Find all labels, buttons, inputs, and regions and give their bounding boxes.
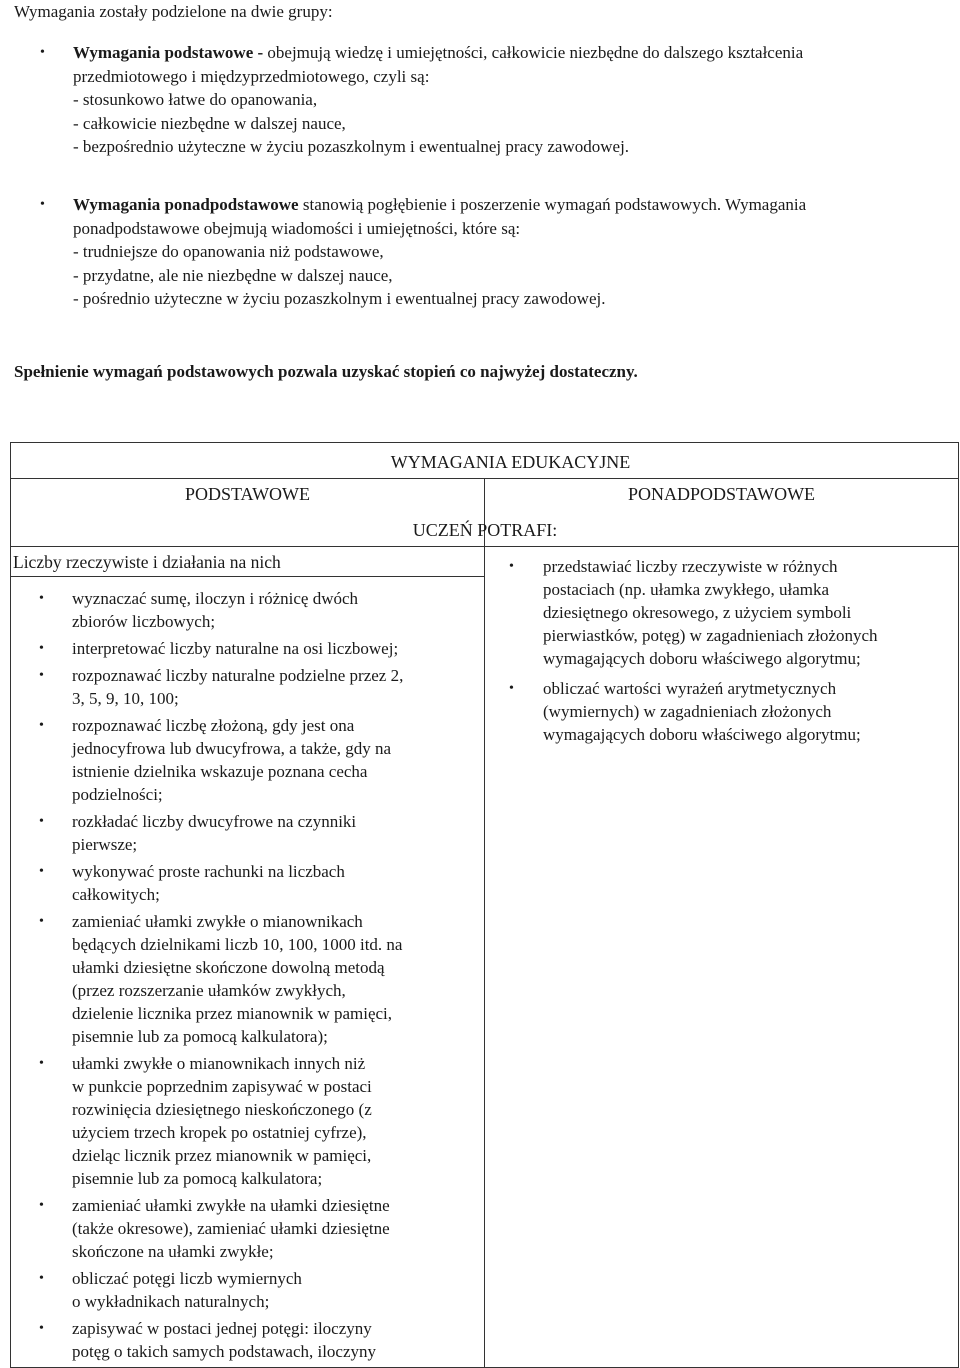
list-item (11, 1267, 484, 1313)
list-item-line: interpretować liczby naturalne na osi liczbowej; (72, 639, 399, 658)
list-item-line: rozkładać liczby dwucyfrowe na czynniki (72, 812, 357, 831)
list-item-line: podzielności; (72, 785, 163, 804)
bullet-icon: • (39, 1321, 44, 1336)
advanced-requirements-block (40, 193, 958, 311)
list-item-line: (także okresowe), zamieniać ułamki dziesiętne (72, 1219, 390, 1238)
bullet-icon: • (39, 1056, 44, 1071)
list-item-line: pierwiastków, potęg) w zagadnieniach złożonych (543, 626, 878, 645)
list-item-line: obliczać potęgi liczb wymiernych (72, 1269, 302, 1288)
bullet-icon: • (39, 814, 44, 829)
list-item-line: zamieniać ułamki zwykłe na ułamki dziesiętne (72, 1196, 390, 1215)
bullet-icon: • (40, 45, 45, 60)
basic-point: - bezpośrednio użyteczne w życiu pozaszkolnym i ewentualnej pracy zawodowej. (73, 137, 630, 156)
list-item-line: rozpoznawać liczbę złożoną, gdy jest ona (72, 716, 355, 735)
basic-line-1-text: obejmują wiedzę i umiejętności, całkowicie niezbędne do dalszego kształcenia (263, 43, 804, 62)
list-item-line: zamieniać ułamki zwykłe o mianownikach (72, 912, 363, 931)
list-item (485, 677, 958, 746)
list-item-line: pierwsze; (72, 835, 138, 854)
list-item-line: dzieląc licznik przez mianownik w pamięci, (72, 1146, 372, 1165)
list-item-line: rozwinięcia dziesiętnego nieskończonego (z (72, 1100, 372, 1119)
advanced-items-cell (485, 547, 959, 1368)
list-item (11, 810, 484, 856)
list-item-line: ułamki zwykłe o mianownikach innych niż (72, 1054, 366, 1073)
basic-line-1 (73, 41, 958, 65)
subheader: UCZEŃ POTRAFI: (412, 520, 558, 540)
list-item-line: istnienie dzielnika wskazuje poznana cecha (72, 762, 368, 781)
list-item-line: przedstawiać liczby rzeczywiste w różnych (543, 557, 838, 576)
list-item-line: dziesiętnego okresowego, z użyciem symboli (543, 603, 852, 622)
list-item-line: rozpoznawać liczby naturalne podzielne przez 2, (72, 666, 404, 685)
bullet-icon: • (39, 641, 44, 656)
list-item (11, 587, 484, 633)
basic-items-list (11, 587, 484, 1363)
list-item-line: wyznaczać sumę, iloczyn i różnicę dwóch (72, 589, 359, 608)
list-item-line: obliczać wartości wyrażeń arytmetycznych (543, 679, 837, 698)
basic-line-2: przedmiotowego i międzyprzedmiotowego, czyli są: (73, 66, 430, 86)
advanced-label: Wymagania ponadpodstawowe (73, 195, 299, 214)
list-item (11, 860, 484, 906)
advanced-line-2: ponadpodstawowe obejmują wiadomości i umiejętności, które są: (73, 218, 521, 238)
bullet-icon: • (39, 914, 44, 929)
advanced-point: - trudniejsze do opanowania niż podstawowe, (73, 242, 384, 261)
basic-point: - stosunkowo łatwe do opanowania, (73, 90, 318, 109)
list-item (11, 637, 484, 660)
list-item (11, 1194, 484, 1263)
table-title: WYMAGANIA EDUKACYJNE (390, 452, 631, 472)
basic-requirements-block (40, 41, 958, 159)
list-item-line: postaciach (np. ułamka zwykłego, ułamka (543, 580, 830, 599)
bullet-icon: • (39, 1271, 44, 1286)
intro-text: Wymagania zostały podzielone na dwie grupy: (14, 2, 333, 21)
column-title-basic: PODSTAWOWE (184, 484, 311, 504)
table-title-cell (390, 443, 959, 479)
list-item-line: o wykładnikach naturalnych; (72, 1292, 270, 1311)
list-item (11, 1052, 484, 1190)
advanced-line-1-text: stanowią pogłębienie i poszerzenie wymagań podstawowych. Wymagania (298, 195, 807, 214)
list-item-line: skończone na ułamki zwykłe; (72, 1242, 274, 1261)
column-header-advanced (412, 479, 959, 547)
list-item-line: ułamki dziesiętne skończone dowolną metodą (72, 958, 385, 977)
bullet-icon: • (39, 668, 44, 683)
bullet-icon: • (39, 718, 44, 733)
list-item-line: użyciem trzech kropek po ostatniej cyfrze), (72, 1123, 367, 1142)
list-item-line: wymagających doboru właściwego algorytmu; (543, 725, 861, 744)
advanced-point: - pośrednio użyteczne w życiu pozaszkolnym i ewentualnej pracy zawodowej. (73, 289, 606, 308)
list-item-line: całkowitych; (72, 885, 160, 904)
bullet-icon: • (40, 197, 45, 212)
list-item-line: pisemnie lub za pomocą kalkulatora); (72, 1027, 328, 1046)
list-item-line: 3, 5, 9, 10, 100; (72, 689, 179, 708)
basic-label: Wymagania podstawowe - (73, 43, 264, 62)
bullet-icon: • (39, 591, 44, 606)
basic-items-cell (11, 577, 485, 1368)
list-item-line: jednocyfrowa lub dwucyfrowa, a także, gdy na (72, 739, 392, 758)
list-item (11, 714, 484, 806)
bullet-icon: • (39, 1198, 44, 1213)
bullet-icon: • (509, 681, 514, 696)
list-item-line: w punkcie poprzednim zapisywać w postaci (72, 1077, 372, 1096)
list-item (485, 555, 958, 670)
list-item (11, 1317, 484, 1363)
advanced-line-1 (73, 193, 958, 217)
list-item-line: pisemnie lub za pomocą kalkulatora; (72, 1169, 323, 1188)
list-item-line: będących dzielnikami liczb 10, 100, 1000 itd. na (72, 935, 403, 954)
list-item-line: (przez rozszerzanie ułamków zwykłych, (72, 981, 346, 1000)
list-item-line: wymagających doboru właściwego algorytmu; (543, 649, 861, 668)
advanced-point: - przydatne, ale nie niezbędne w dalszej nauce, (73, 265, 393, 285)
list-item-line: (wymiernych) w zagadnieniach złożonych (543, 702, 832, 721)
list-item-line: potęg o takich samych podstawach, iloczyny (72, 1342, 377, 1361)
list-item-line: dzielenie licznika przez mianownik w pamięci, (72, 1004, 393, 1023)
list-item-line: wykonywać proste rachunki na liczbach (72, 862, 345, 881)
list-item-line: zapisywać w postaci jednej potęgi: iloczyny (72, 1319, 372, 1338)
section-title: Liczby rzeczywiste i działania na nich (11, 547, 485, 577)
requirements-table (10, 442, 959, 1368)
list-item (11, 664, 484, 710)
advanced-items-list (485, 555, 958, 746)
list-item (11, 910, 484, 1048)
bullet-icon: • (39, 864, 44, 879)
bullet-icon: • (509, 559, 514, 574)
summary-text: Spełnienie wymagań podstawowych pozwala uzyskać stopień co najwyżej dostateczny. (14, 362, 638, 381)
column-title-advanced: PONADPODSTAWOWE (627, 484, 816, 504)
list-item-line: zbiorów liczbowych; (72, 612, 216, 631)
basic-point: - całkowicie niezbędne w dalszej nauce, (73, 113, 346, 133)
